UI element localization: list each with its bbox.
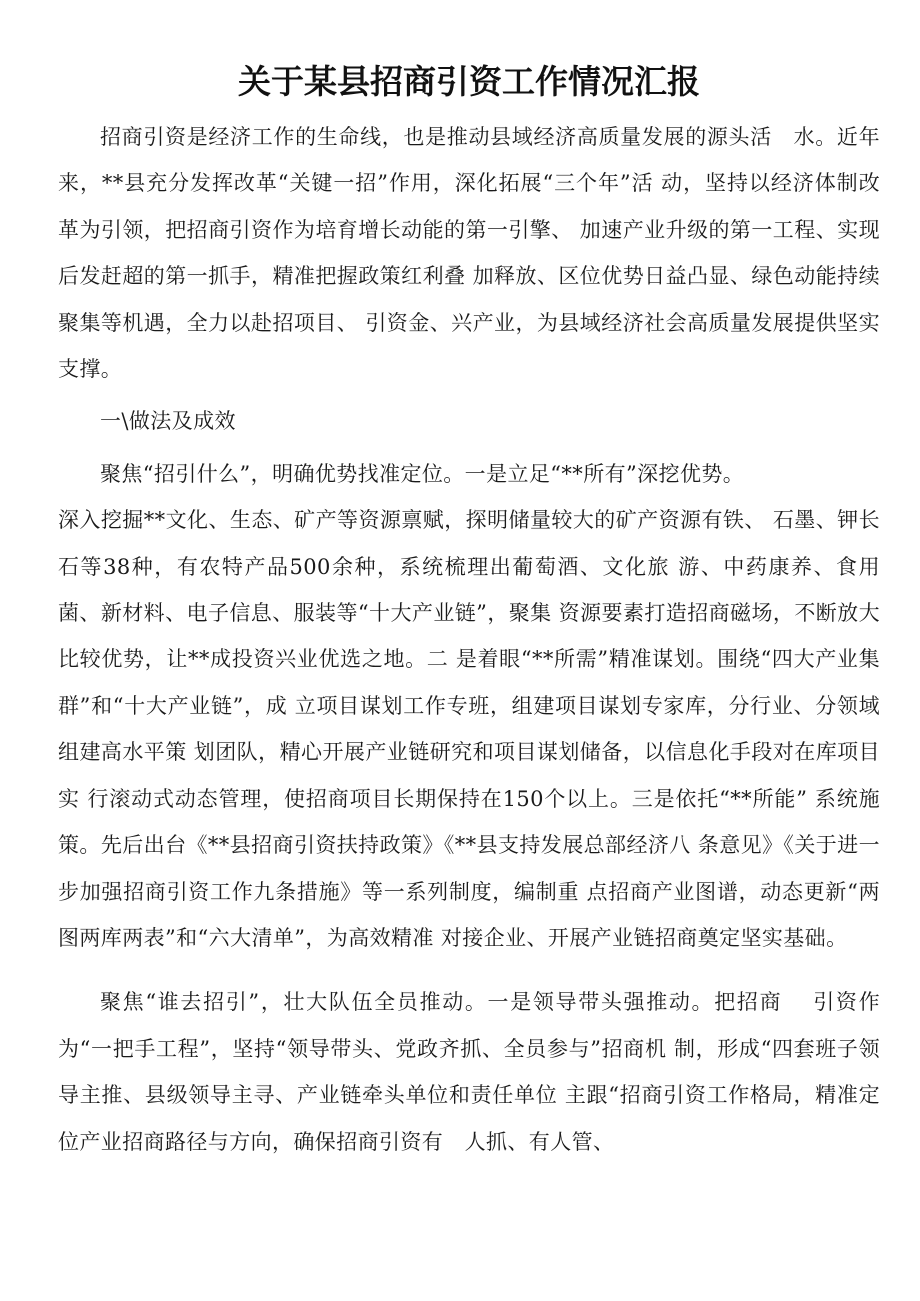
document-title: 关于某县招商引资工作情况汇报 xyxy=(238,62,700,101)
paragraph-body: 深入挖掘**文化、生态、矿产等资源禀赋，探明储量较大的矿产资源有铁、 石墨、钾长石等38种，有农特产品500余种，系统梳理出葡萄酒、文化旅 游、中药康养、食用菌、新材料、电子信息、服装等“十大产业链”，聚集 资源要素打造招商磁场，不断放大比较优势，让**成投资兴业优选之地。二 是着眼“**所需”精准谋划。围绕“四大产业集群”和“十大产业链”，成 立项目谋划工作专班，组建项目谋划专家库，分行业、分领域组建高水平策 划团队，精心开展产业链研究和项目谋划储备，以信息化手段对在库项目实 行滚动式动态管理，使招商项目长期保持在150个以上。三是依托“**所能” 系统施策。先后出台《**县招商引资扶持政策》《**县支持发展总部经济八 条意见》《关于进一步加强招商引资工作九条措施》等一系列制度，编制重 点招商产业图谱，动态更新“两图两库两表”和“六大清单”，为高效精准 对接企业、开展产业链招商奠定坚实基础。 xyxy=(58,508,880,950)
intro-paragraph: 招商引资是经济工作的生命线，也是推动县域经济高质量发展的源头活 水。近年来，**县充分发挥改革“关键一招”作用，深化拓展“三个年”活 动，坚持以经济体制改革为引领，把招商引资作为培育增长动能的第一引擎、 加速产业升级的第一工程、实现后发赶超的第一抓手，精准把握政策红利叠 加释放、区位优势日益凸显、绿色动能持续聚集等机遇，全力以赴招项目、 引资金、兴产业，为县域经济社会高质量发展提供坚实支撑。 xyxy=(58,125,880,382)
section-heading: 一\做法及成效 xyxy=(100,409,236,434)
paragraph-team: 聚焦“谁去招引”，壮大队伍全员推动。一是领导带头强推动。把招商 引资作为“一把手工程”，坚持“领导带头、党政齐抓、全员参与”招商机 制，形成“四套班子领导主推、县级领导主寻、产业链牵头单位和责任单位 主跟“招商引资工作格局，精准定位产业招商路径与方向，确保招商引资有 人抓、有人管、 xyxy=(58,990,880,1154)
paragraph-lead: 聚焦“招引什么”，明确优势找准定位。一是立足“**所有”深挖优势。 xyxy=(100,461,745,486)
